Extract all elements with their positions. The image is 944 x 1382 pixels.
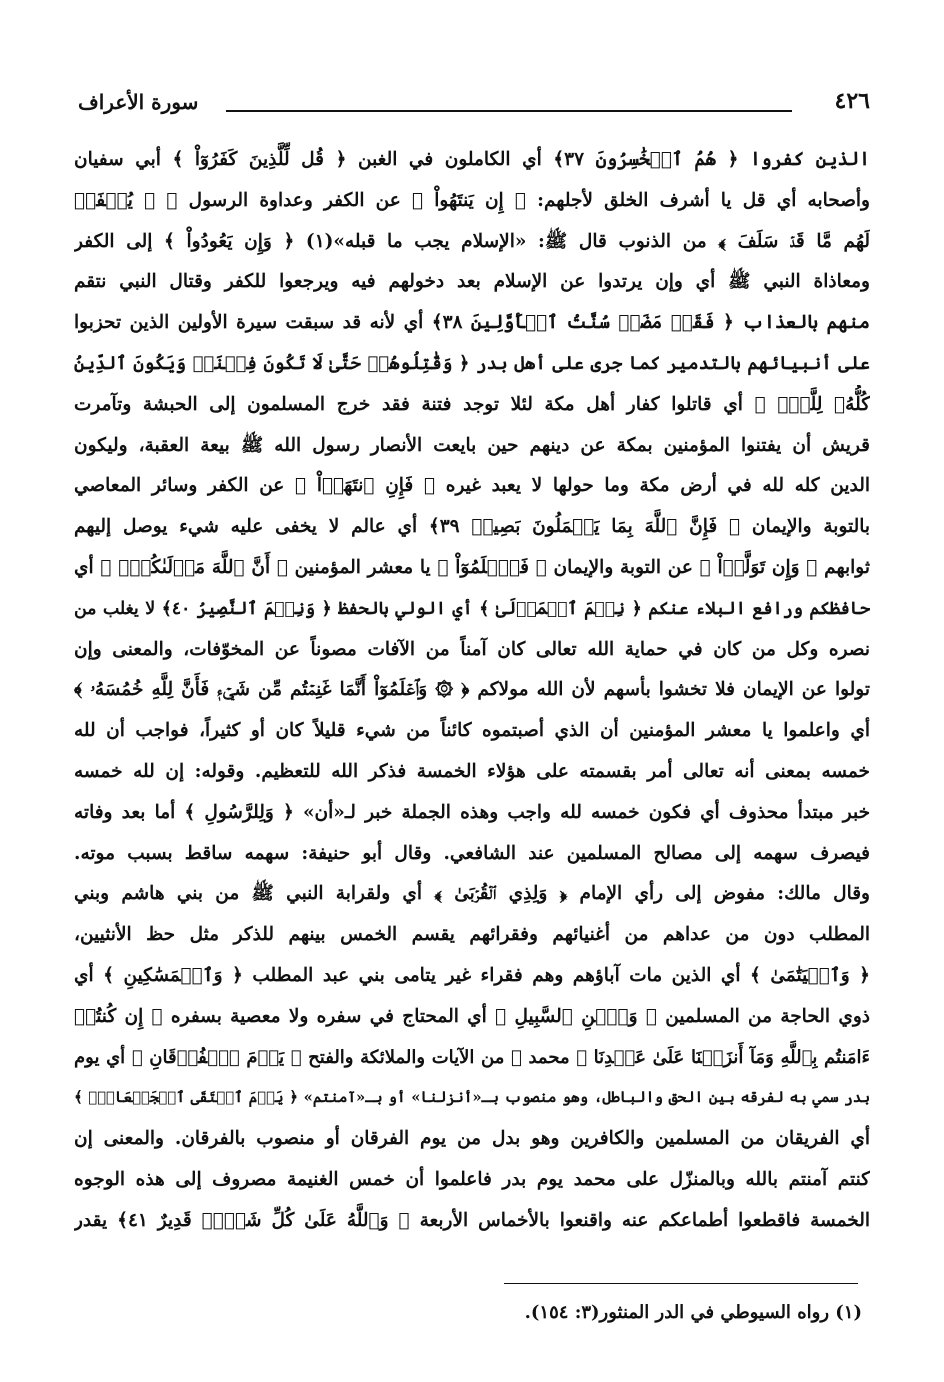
text-line: أي الفريقان من المسلمين والكافرين وهو بدل من يوم الفرقان أو منصوب بالفرقان. والمعنى إن — [74, 1128, 870, 1150]
footnote-rule — [504, 1283, 858, 1284]
text-line: خبر مبتدأ محذوف أي فكون خمسه لله واجب وهذه الجملة خبر لـ«أن» ﴿ وَلِلرَّسُولِ ﴾ أما بعد وفاته — [74, 801, 870, 823]
text-line: ءَامَنتُم بِٱللَّهِ وَمَآ أَنزَلۡنَا عَلَىٰ عَبۡدِنَا ﴾ محمد ﷺ من الآيات والملائكة والفتح ﴿ يَوۡمَ ٱلۡفُرۡقَانِ ﴾ أي يوم — [74, 1046, 870, 1068]
text-line: ومعاذاة النبي ﷺ أي وإن يرتدوا عن الإسلام بعد دخولهم فيه ويرجعوا للكفر وقتال النبي نتقم — [74, 271, 870, 293]
text-line: الدين كله لله في أرض مكة وما حولها لا يعبد غيره ﴿ فَإِنِ ٱنتَهَوۡاْ ﴾ عن الكفر وسائر المعاصي — [74, 475, 870, 497]
header-rule — [226, 110, 792, 112]
text-line: ثوابهم ﴿ وَإِن تَوَلَّوۡاْ ﴾ عن التوبة والإيمان ﴿ فَٱعۡلَمُوٓاْ ﴾ يا معشر المؤمنين ﴿ أَنَّ ٱللَّهَ مَوۡلَىٰكُمۡۚ ﴾ أي — [74, 556, 870, 578]
text-line: أي واعلموا يا معشر المؤمنين أن الذي أصبتموه كائناً من شيء قليلاً كان أو كثيراً، فواجب أن لله — [74, 720, 870, 742]
text-line: حافظكم ورافع البلاء عنكم ﴿ نِعۡمَ ٱلۡمَوۡلَىٰ ﴾ أي الولي بالحفظ ﴿ وَنِعۡمَ ٱلنَّصِيرُ ٤٠﴾ لا يغلب من — [74, 598, 870, 619]
text-line: نصره وكل من كان في حماية الله تعالى كان آمناً من الآفات مصوناً عن المخوّفات، والمعنى وإن — [74, 638, 870, 660]
text-line: ذوي الحاجة من المسلمين ﴿ وَٱبۡنِ ٱلسَّبِيلِ ﴾ أي المحتاج في سفره ولا معصية بسفره ﴿ إِن كُنتُمۡ — [74, 1005, 870, 1027]
text-line: بالتوبة والإيمان ﴿ فَإِنَّ ٱللَّهَ بِمَا يَعۡمَلُونَ بَصِيرٞ ٣٩﴾ أي عالم لا يخفى عليه شيء يوصل إليهم — [74, 516, 870, 538]
text-line: قريش أن يفتنوا المؤمنين بمكة عن دينهم حين بايعت الأنصار رسول الله ﷺ بيعة العقبة، وليكون — [74, 434, 870, 456]
text-line: تولوا عن الإيمان فلا تخشوا بأسهم لأن الله مولاكم ﴿ ۞ وَٱعۡلَمُوٓاْ أَنَّمَا غَنِمۡتُم مِّن شَيۡءٖ فَأَنَّ لِلَّهِ خُمُسَهُۥ ﴾ — [74, 679, 870, 701]
text-line: الخمسة فاقطعوا أطماعكم عنه واقنعوا بالأخماس الأربعة ﴿ وَٱللَّهُ عَلَىٰ كُلِّ شَيۡءٖ قَدِيرٌ ٤١﴾ يقدر — [74, 1209, 870, 1231]
page-number: ٤٢٦ — [834, 88, 870, 114]
commentary-body — [74, 140, 870, 1242]
text-line: وقال مالك: مفوض إلى رأي الإمام ﴿ وَلِذِي ٱلۡقُرۡبَىٰ ﴾ أي ولقرابة النبي ﷺ من بني هاشم وبني — [74, 883, 870, 905]
text-line: خمسه بمعنى أنه تعالى أمر بقسمته على هؤلاء الخمسة فذكر الله للتعظيم. وقوله: إن لله خمسه — [74, 760, 870, 782]
running-header — [78, 88, 870, 124]
text-line: بدر سمي به لفرقه بين الحق والباطل، وهو منصوب بـ«أنزلنا» أو بـ«آمنتم» ﴿ يَوۡمَ ٱلۡتَقَى ٱلۡجَمۡعَانِۗ ﴾ — [74, 1089, 870, 1107]
text-line: كُلُّهُۥ لِلَّهِۚ ﴾ أي قاتلوا كفار أهل مكة لئلا توجد فتنة فقد خرج المسلمون إلى الحبشة وتآمرت — [74, 393, 870, 415]
text-line: منهم بالعذاب ﴿ فَقَدۡ مَضَتۡ سُنَّتُ ٱلۡأَوَّلِينَ ٣٨﴾ أي لأنه قد سبقت سيرة الأولين الذين تحزبوا — [74, 312, 870, 334]
text-line: على أنبيائهم بالتدمير كما جرى على أهل بدر ﴿ وَقَٰتِلُوهُمۡ حَتَّىٰ لَا تَكُونَ فِتۡنَةٞ وَيَكُونَ ٱلدِّينُ — [74, 352, 870, 374]
text-line: المطلب دون من عداهم من أغنيائهم وفقرائهم يقسم الخمس بينهم للذكر مثل حظ الأنثيين، — [74, 924, 870, 946]
surah-name: سورة الأعراف — [78, 90, 199, 114]
text-line: ﴿ وَٱلۡيَتَٰمَىٰ ﴾ أي الذين مات آباؤهم وهم فقراء غير يتامى بني عبد المطلب ﴿ وَٱلۡمَسَٰكِينِ ﴾ أي — [74, 964, 870, 986]
text-line: لَهُم مَّا قَدۡ سَلَفَ ﴾ من الذنوب قال ﷺ: «الإسلام يجب ما قبله»(١) ﴿ وَإِن يَعُودُواْ ﴾ إلى الكفر — [74, 230, 870, 252]
text-line: فيصرف سهمه إلى مصالح المسلمين عند الشافعي. وقال أبو حنيفة: سهمه ساقط بسبب موته. — [74, 842, 870, 864]
footnote: (١) رواه السيوطي في الدر المنثور(٣: ١٥٤). — [524, 1302, 862, 1323]
text-line: كنتم آمنتم بالله وبالمنزّل على محمد يوم بدر فاعلموا أن خمس الغنيمة مصروف إلى هذه الوجوه — [74, 1168, 870, 1190]
text-line: الذين كفروا ﴿ هُمُ ٱلۡخَٰسِرُونَ ٣٧﴾ أي الكاملون في الغبن ﴿ قُل لِّلَّذِينَ كَفَرُوٓاْ ﴾ أبي سفيان — [74, 149, 870, 170]
text-line: وأصحابه أي قل يا أشرف الخلق لأجلهم: ﴿ إِن يَنتَهُواْ ﴾ عن الكفر وعداوة الرسول ﷺ ﴿ يُغۡفَرۡ — [74, 189, 870, 211]
